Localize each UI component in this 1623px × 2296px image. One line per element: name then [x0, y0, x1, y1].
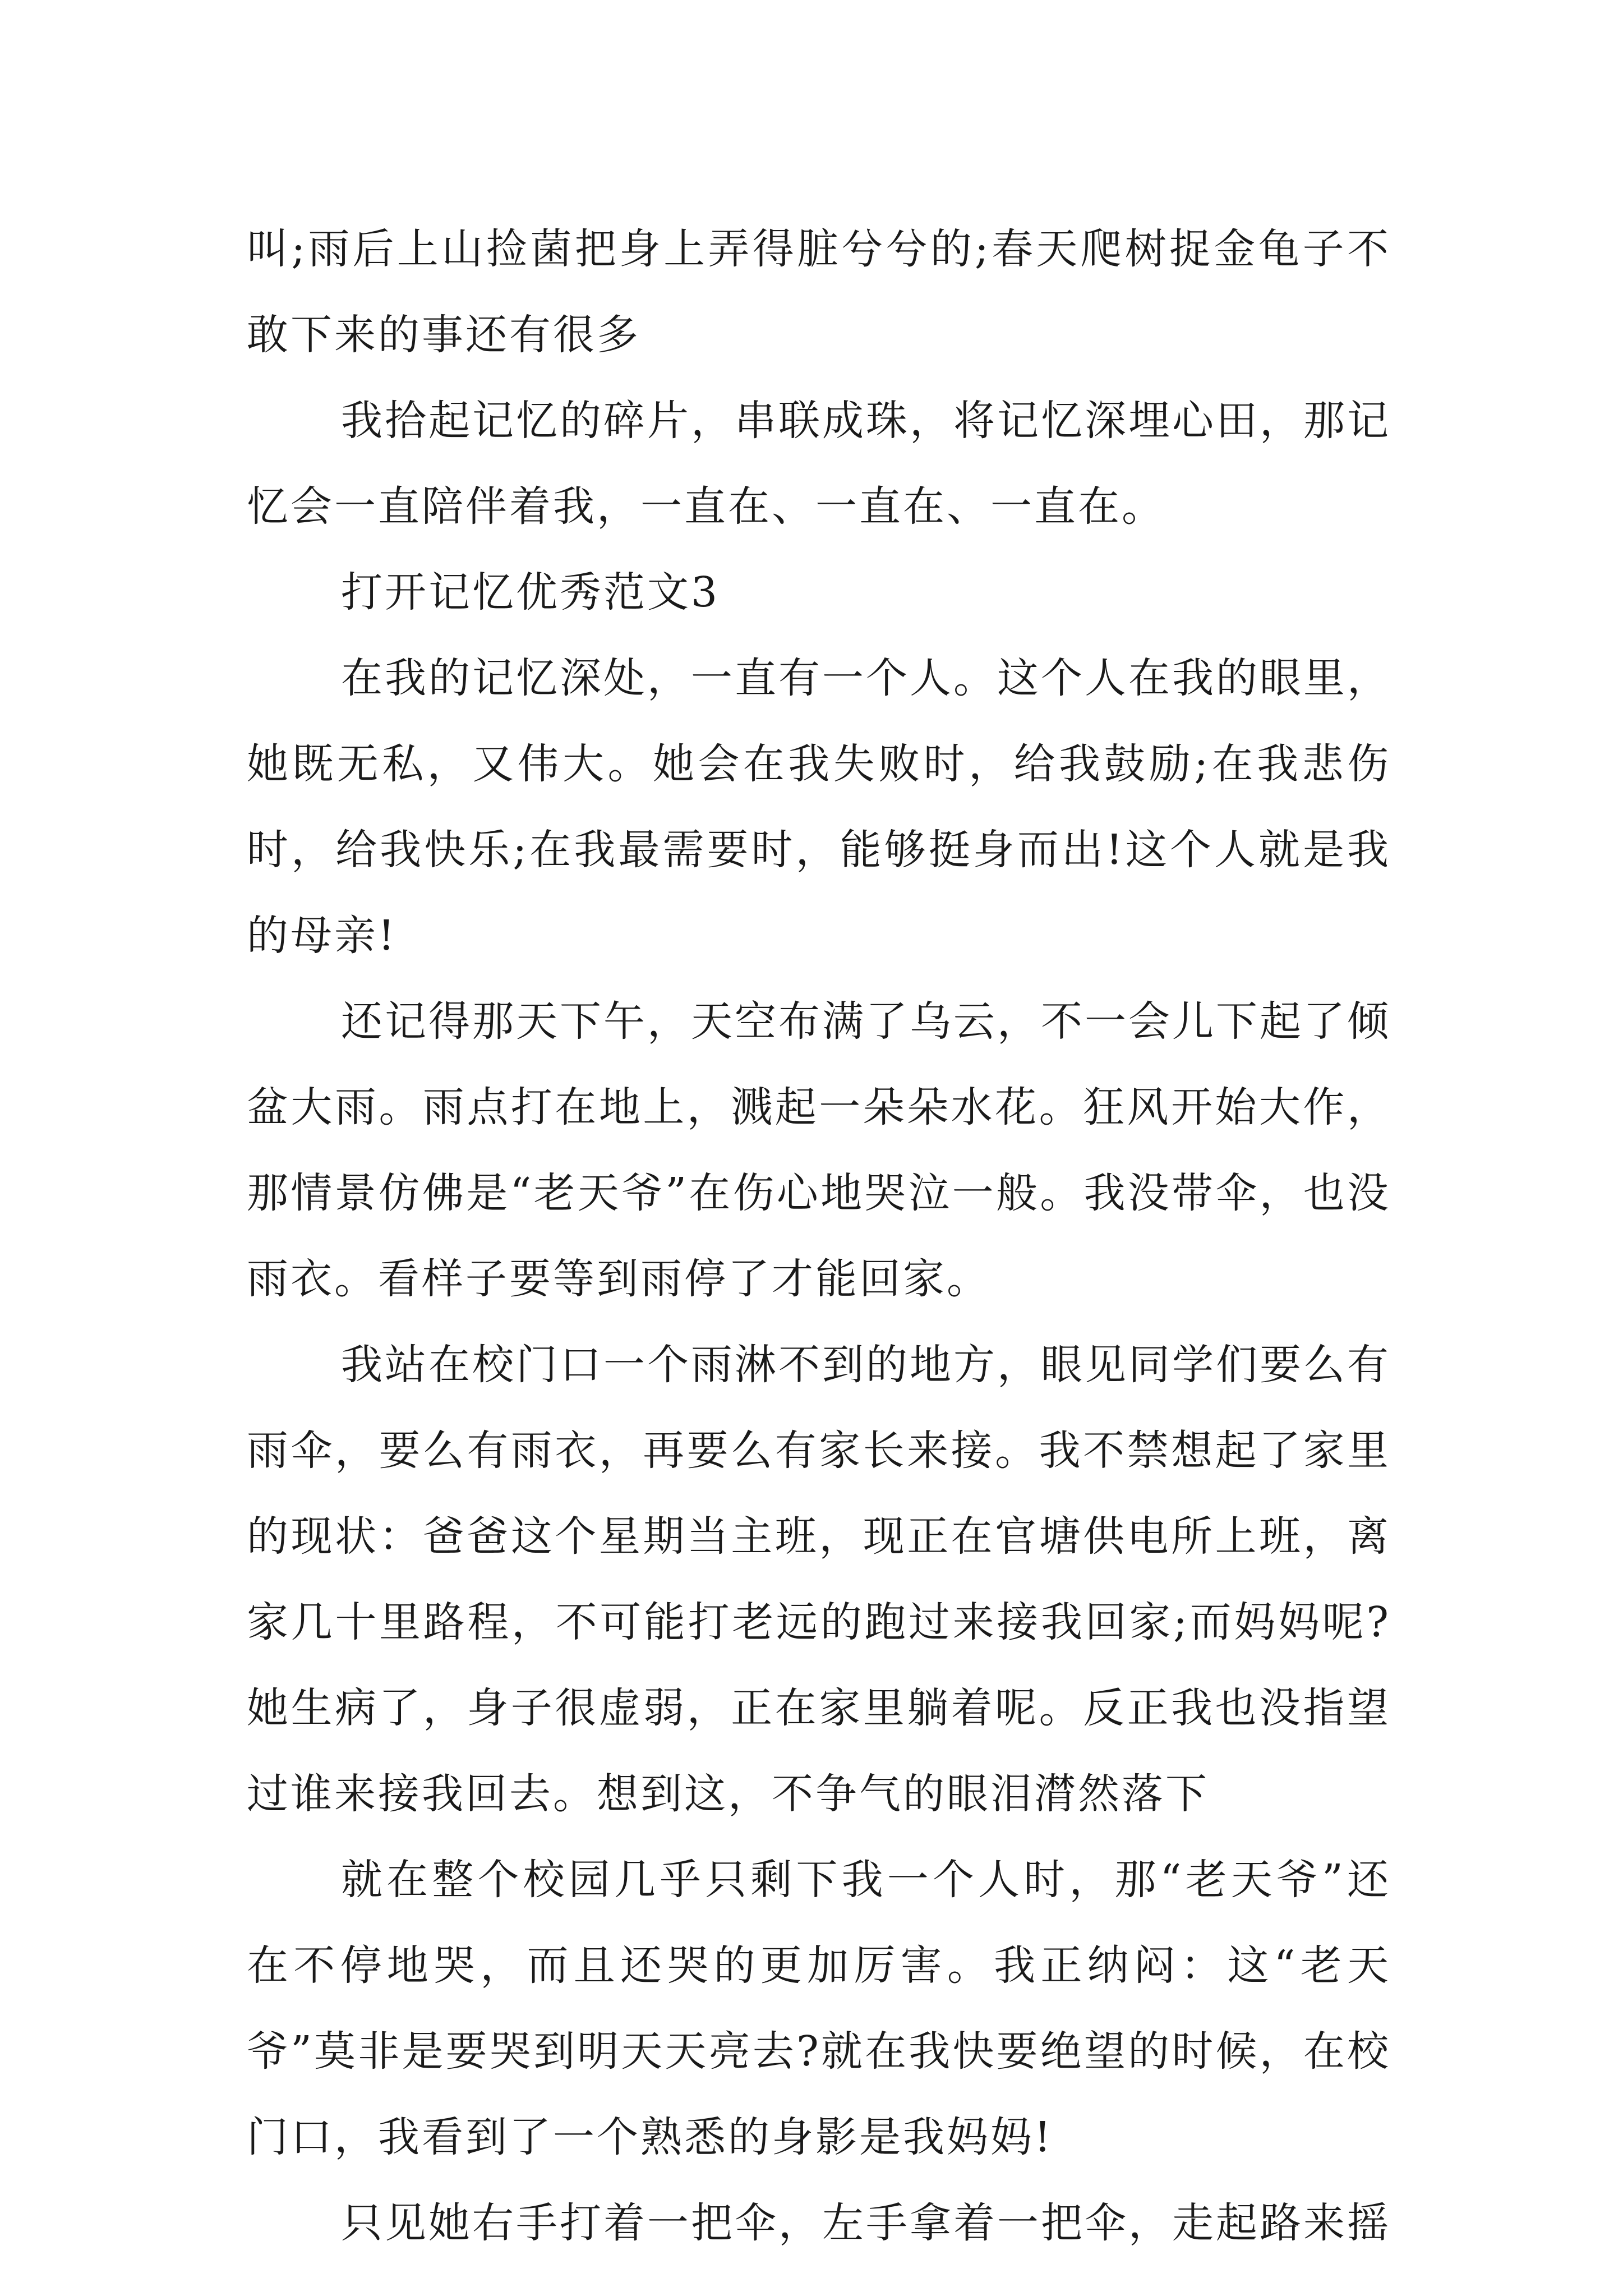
- paragraph: 我拾起记忆的碎片，串联成珠，将记忆深埋心田，那记忆会一直陪伴着我，一直在、一直在、一直在。: [247, 397, 1391, 531]
- paragraph: 我站在校门口一个雨淋不到的地方，眼见同学们要么有雨伞，要么有雨衣，再要么有家长来接。我不禁想起了家里的现状：爸爸这个星期当主班，现正在官塘供电所上班，离家几十里路程，不可能打老远的跑过来接我回家;而妈妈呢?她生病了，身子很虚弱，正在家里躺着呢。反正我也没指望过谁来接我回去。想到这，不争气的眼泪潸然落下: [247, 1341, 1391, 1818]
- section-heading: 打开记忆优秀范文3: [341, 568, 720, 616]
- paragraph-truncated: 只见她右手打着一把伞，左手拿着一把伞，走起路来摇: [341, 2199, 1391, 2247]
- paragraph: 就在整个校园几乎只剩下我一个人时，那“老天爷”还在不停地哭，而且还哭的更加厉害。我正纳闷：这“老天爷”莫非是要哭到明天天亮去?就在我快要绝望的时候，在校门口，我看到了一个熟悉的身影是我妈妈!: [247, 1856, 1391, 2161]
- paragraph: 还记得那天下午，天空布满了乌云，不一会儿下起了倾盆大雨。雨点打在地上，溅起一朵朵水花。狂风开始大作，那情景仿佛是“老天爷”在伤心地哭泣一般。我没带伞，也没雨衣。看样子要等到雨停了才能回家。: [247, 997, 1391, 1303]
- paragraph-continued: 叫;雨后上山捡菌把身上弄得脏兮兮的;春天爬树捉金龟子不敢下来的事还有很多: [247, 225, 1391, 359]
- document-body: [247, 206, 1391, 2266]
- paragraph: 在我的记忆深处，一直有一个人。这个人在我的眼里，她既无私，又伟大。她会在我失败时，给我鼓励;在我悲伤时，给我快乐;在我最需要时，能够挺身而出!这个人就是我的母亲!: [247, 654, 1391, 960]
